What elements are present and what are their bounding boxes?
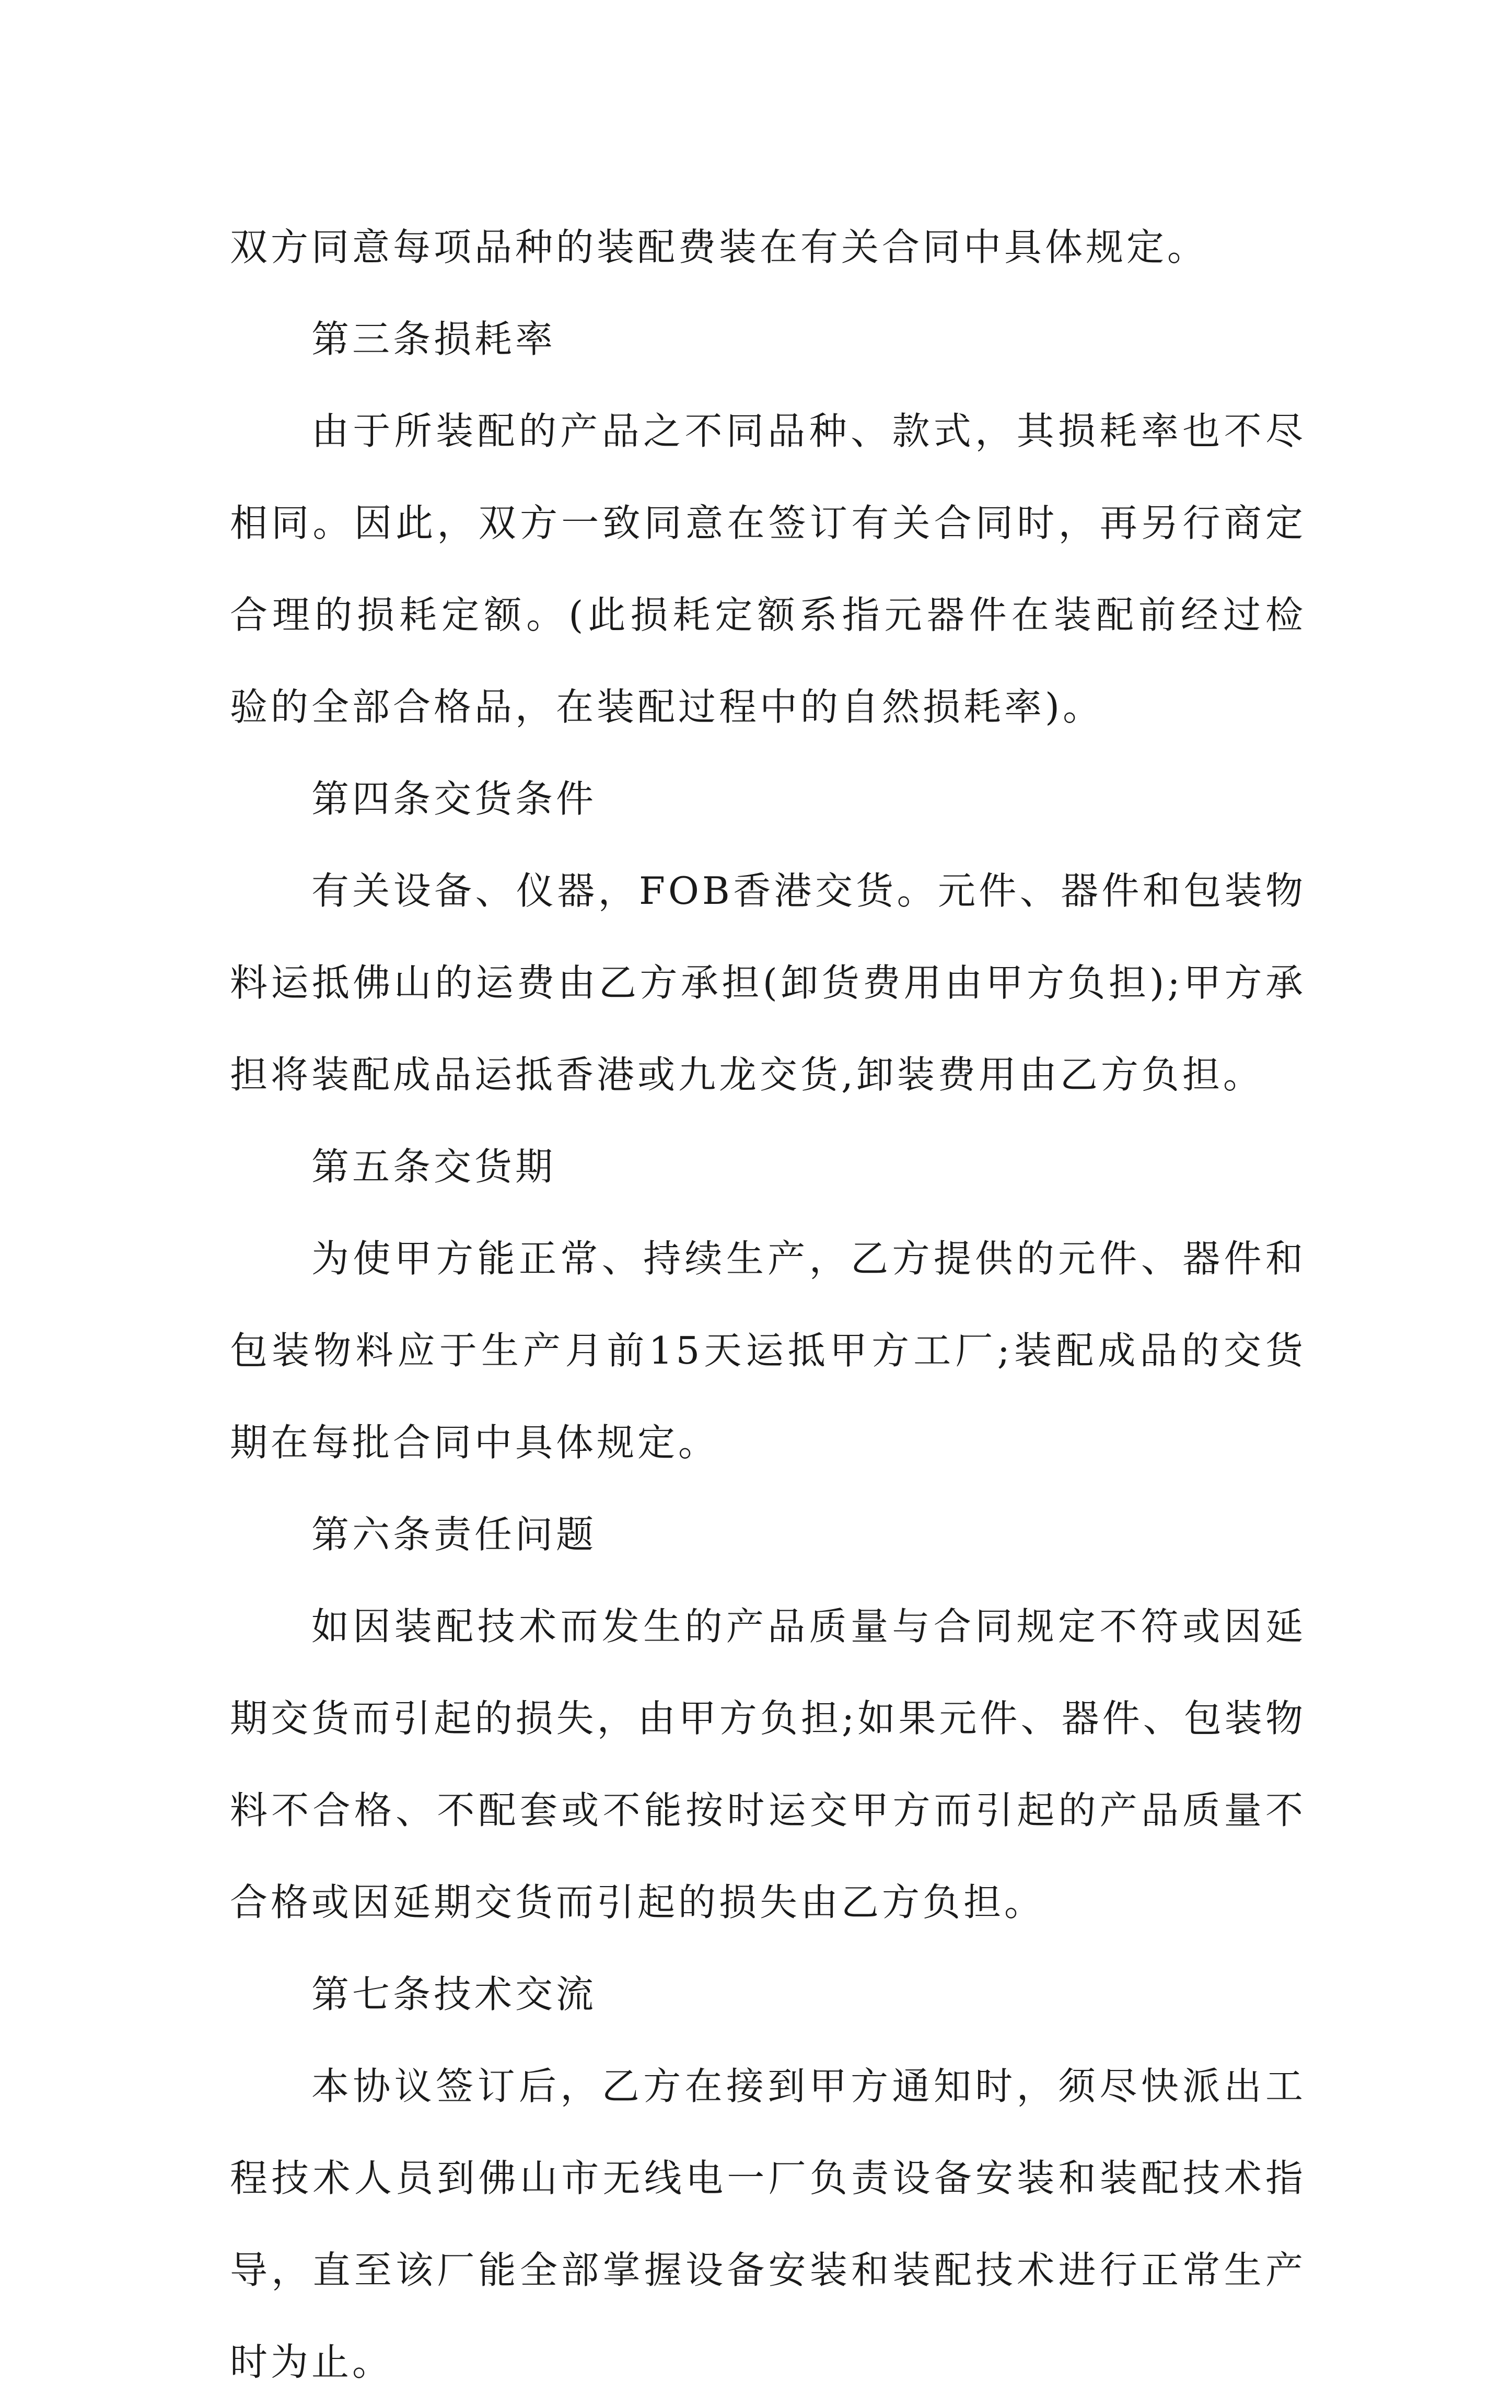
paragraph-article-6: 如因装配技术而发生的产品质量与合同规定不符或因延期交货而引起的损失，由甲方负担;如果元件、器件、包装物料不合格、不配套或不能按时运交甲方而引起的产品质量不合格或因延期交货而引起的损失由乙方负担。 — [230, 1604, 1306, 1924]
heading-article-4: 第四条交货条件 — [311, 777, 597, 821]
paragraph-fee-clause: 双方同意每项品种的装配费装在有关合同中具体规定。 — [230, 225, 1208, 269]
heading-article-5: 第五条交货期 — [311, 1145, 556, 1189]
heading-article-6: 第六条责任问题 — [311, 1513, 597, 1556]
heading-article-7: 第七条技术交流 — [311, 1972, 597, 2016]
document-body — [230, 201, 1306, 2408]
paragraph-article-5: 为使甲方能正常、持续生产，乙方提供的元件、器件和包装物料应于生产月前15天运抵甲方工厂;装配成品的交货期在每批合同中具体规定。 — [230, 1237, 1306, 1464]
paragraph-article-3: 由于所装配的产品之不同品种、款式，其损耗率也不尽相同。因此，双方一致同意在签订有关合同时，再另行商定合理的损耗定额。(此损耗定额系指元器件在装配前经过检验的全部合格品，在装配过程中的自然损耗率)。 — [230, 409, 1306, 729]
paragraph-article-4: 有关设备、仪器，FOB香港交货。元件、器件和包装物料运抵佛山的运费由乙方承担(卸货费用由甲方负担);甲方承担将装配成品运抵香港或九龙交货,卸装费用由乙方负担。 — [230, 869, 1306, 1097]
paragraph-article-7: 本协议签订后，乙方在接到甲方通知时，须尽快派出工程技术人员到佛山市无线电一厂负责设备安装和装配技术指导，直至该厂能全部掌握设备安装和装配技术进行正常生产时为止。 — [230, 2064, 1306, 2384]
heading-article-3: 第三条损耗率 — [311, 317, 556, 361]
